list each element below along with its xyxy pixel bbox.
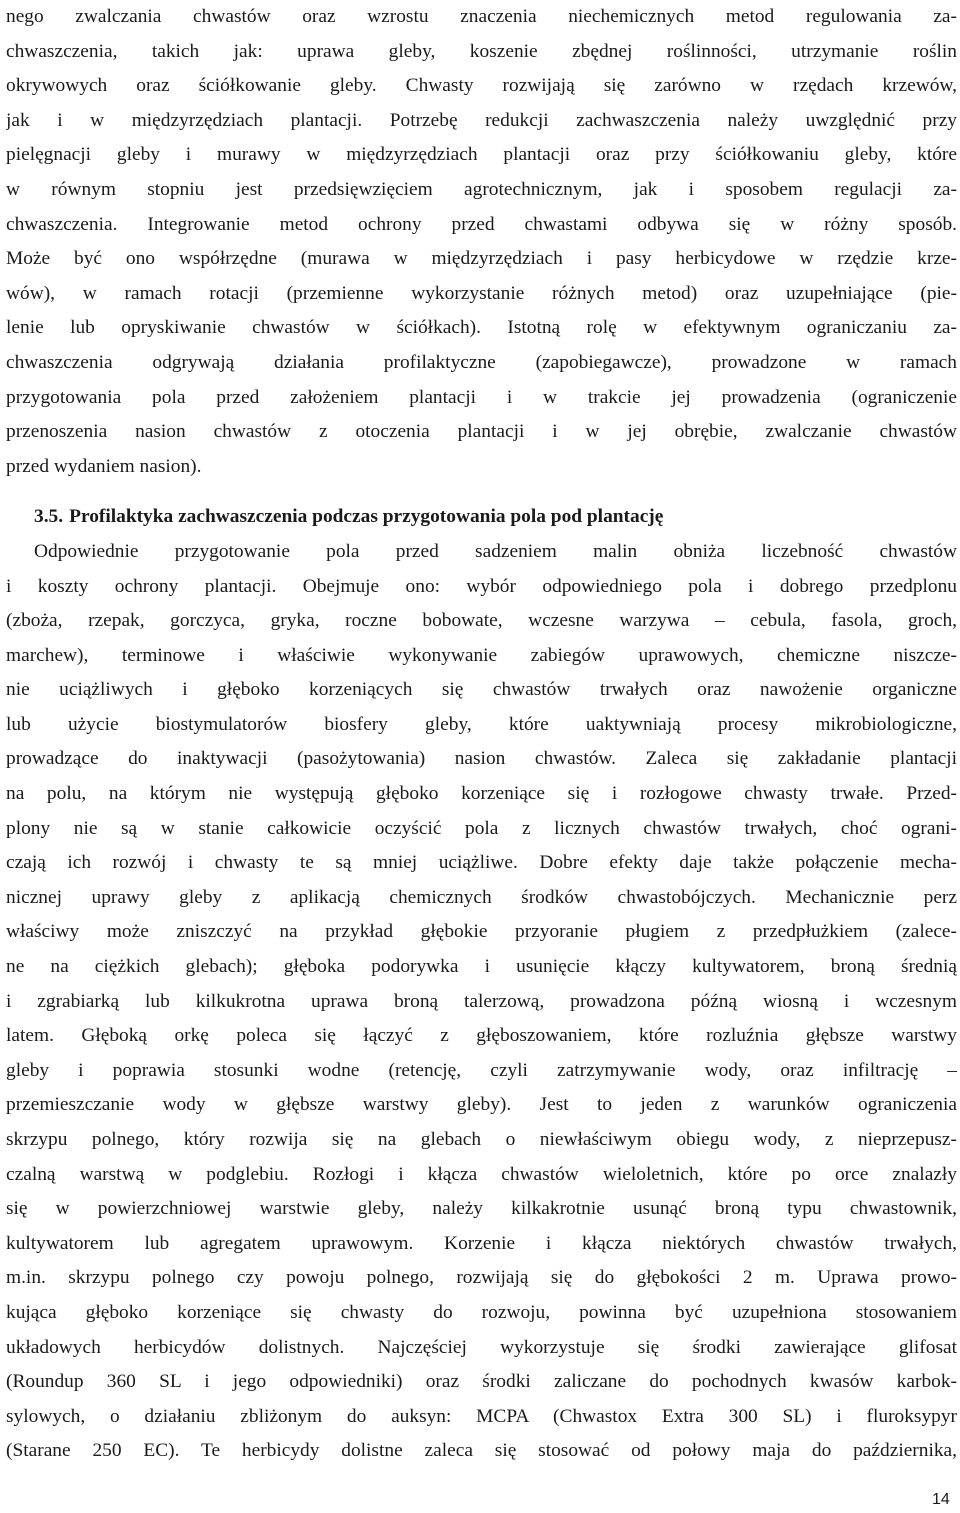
text-line: nicznej uprawy gleby z aplikacją chemicznych środków chwastobójczych. Mechanicznie perz <box>6 886 957 908</box>
section-number: 3.5. <box>34 506 64 528</box>
text-line: okrywowych oraz ściółkowanie gleby. Chwasty rozwijają się zarówno w rzędach krzewów, <box>6 75 957 97</box>
section-title: Profilaktyka zachwaszczenia podczas przygotowania pola pod plantację <box>69 506 664 528</box>
text-line: chwaszczenia. Integrowanie metod ochrony przed chwastami odbywa się w różny sposób. <box>6 213 957 235</box>
text-line: (zboża, rzepak, gorczyca, gryka, roczne bobowate, wczesne warzywa – cebula, fasola, groch, <box>6 610 957 632</box>
text-line: nego zwalczania chwastów oraz wzrostu znaczenia niechemicznych metod regulowania za- <box>6 6 957 27</box>
text-line: właściwy może zniszczyć na przykład głębokie przyoranie pługiem z przedpłużkiem (zalece- <box>6 921 957 943</box>
text-line: kująca głęboko korzeniące się chwasty do rozwoju, powinna być uzupełniona stosowaniem <box>6 1301 957 1323</box>
text-line: chwaszczenia odgrywają działania profilaktyczne (zapobiegawcze), prowadzone w ramach <box>6 351 957 373</box>
text-line: lub użycie biostymulatorów biosfery gleby, które uaktywniają procesy mikrobiologiczne, <box>6 713 957 735</box>
text-line: sylowych, o działaniu zbliżonym do auksyn: MCPA (Chwastox Extra 300 SL) i fluroksypyr <box>6 1405 957 1427</box>
text-line: marchew), terminowe i właściwie wykonywanie zabiegów uprawowych, chemiczne niszcze- <box>6 644 957 666</box>
text-line: w równym stopniu jest przedsięwzięciem agrotechnicznym, jak i sposobem regulacji za- <box>6 178 957 200</box>
paragraph-continued <box>6 0 957 484</box>
text-line: i koszty ochrony plantacji. Obejmuje ono: wybór odpowiedniego pola i dobrego przedplonu <box>6 575 957 597</box>
text-line: plony nie są w stanie całkowicie oczyścić pola z licznych chwastów trwałych, choć ograni- <box>6 817 957 839</box>
text-line: się w powierzchniowej warstwie gleby, należy kilkakrotnie usunąć broną typu chwastownik, <box>6 1198 957 1220</box>
text-line: przenoszenia nasion chwastów z otoczenia plantacji i w jej obrębie, zwalczanie chwastów <box>6 421 957 443</box>
text-line: lenie lub opryskiwanie chwastów w ściółkach). Istotną rolę w efektywnym ograniczaniu za- <box>6 317 957 339</box>
text-line: kultywatorem lub agregatem uprawowym. Korzenie i kłącza niektórych chwastów trwałych, <box>6 1232 957 1254</box>
text-line: jak i w międzyrzędziach plantacji. Potrzebę redukcji zachwaszczenia należy uwzględnić przy <box>6 109 957 131</box>
text-line: m.in. skrzypu polnego czy powoju polnego, rozwijają się do głębokości 2 m. Uprawa prowo- <box>6 1267 957 1289</box>
text-line: czalną warstwą w podglebiu. Rozłogi i kłącza chwastów wieloletnich, które po orce znalazły <box>6 1163 957 1185</box>
page-number: 14 <box>932 1491 950 1508</box>
text-line: przed wydaniem nasion). <box>6 455 202 477</box>
text-line: przygotowania pola przed założeniem plantacji i w trakcie jej prowadzenia (ograniczenie <box>6 386 957 408</box>
text-line: ne na ciężkich glebach); głęboka podorywka i usunięcie kłączy kultywatorem, broną średnią <box>6 956 957 978</box>
text-line: Odpowiednie przygotowanie pola przed sadzeniem malin obniża liczebność chwastów <box>34 540 957 562</box>
text-line: prowadzące do inaktywacji (pasożytowania) nasion chwastów. Zaleca się zakładanie plantacji <box>6 748 957 770</box>
text-line: wów), w ramach rotacji (przemienne wykorzystanie różnych metod) oraz uzupełniające (pie- <box>6 282 957 304</box>
text-line: nie uciążliwych i głęboko korzeniących się chwastów trwałych oraz nawożenie organiczne <box>6 679 957 701</box>
text-line: na polu, na którym nie występują głęboko korzeniące się i rozłogowe chwasty trwałe. Przed- <box>6 783 957 805</box>
paragraph-body <box>6 535 957 1469</box>
text-line: (Roundup 360 SL i jego odpowiedniki) oraz środki zaliczane do pochodnych kwasów karbok- <box>6 1371 957 1393</box>
text-line: latem. Głęboką orkę poleca się łączyć z głęboszowaniem, które rozluźnia głębsze warstwy <box>6 1025 957 1047</box>
text-line: czają ich rozwój i chwasty te są mniej uciążliwe. Dobre efekty daje także połączenie mecha- <box>6 852 957 874</box>
text-line: Może być ono współrzędne (murawa w międzyrzędziach i pasy herbicydowe w rzędzie krze- <box>6 248 957 270</box>
text-line: przemieszczanie wody w głębsze warstwy gleby). Jest to jeden z warunków ograniczenia <box>6 1094 957 1116</box>
text-line: (Starane 250 EC). Te herbicydy dolistne zaleca się stosować od połowy maja do października, <box>6 1440 957 1462</box>
document-page <box>6 0 957 1469</box>
section-heading <box>6 500 957 535</box>
text-line: skrzypu polnego, który rozwija się na glebach o niewłaściwym obiegu wody, z nieprzepusz- <box>6 1129 957 1150</box>
text-line: pielęgnacji gleby i murawy w międzyrzędziach plantacji oraz przy ściółkowaniu gleby, które <box>6 144 957 166</box>
text-line: i zgrabiarką lub kilkukrotna uprawa broną talerzową, prowadzona późną wiosną i wczesnym <box>6 990 957 1012</box>
text-line: układowych herbicydów dolistnych. Najczęściej wykorzystuje się środki zawierające glifosat <box>6 1336 957 1358</box>
text-line: gleby i poprawia stosunki wodne (retencję, czyli zatrzymywanie wody, oraz infiltrację – <box>6 1059 957 1081</box>
text-line: chwaszczenia, takich jak: uprawa gleby, koszenie zbędnej roślinności, utrzymanie roślin <box>6 40 957 62</box>
